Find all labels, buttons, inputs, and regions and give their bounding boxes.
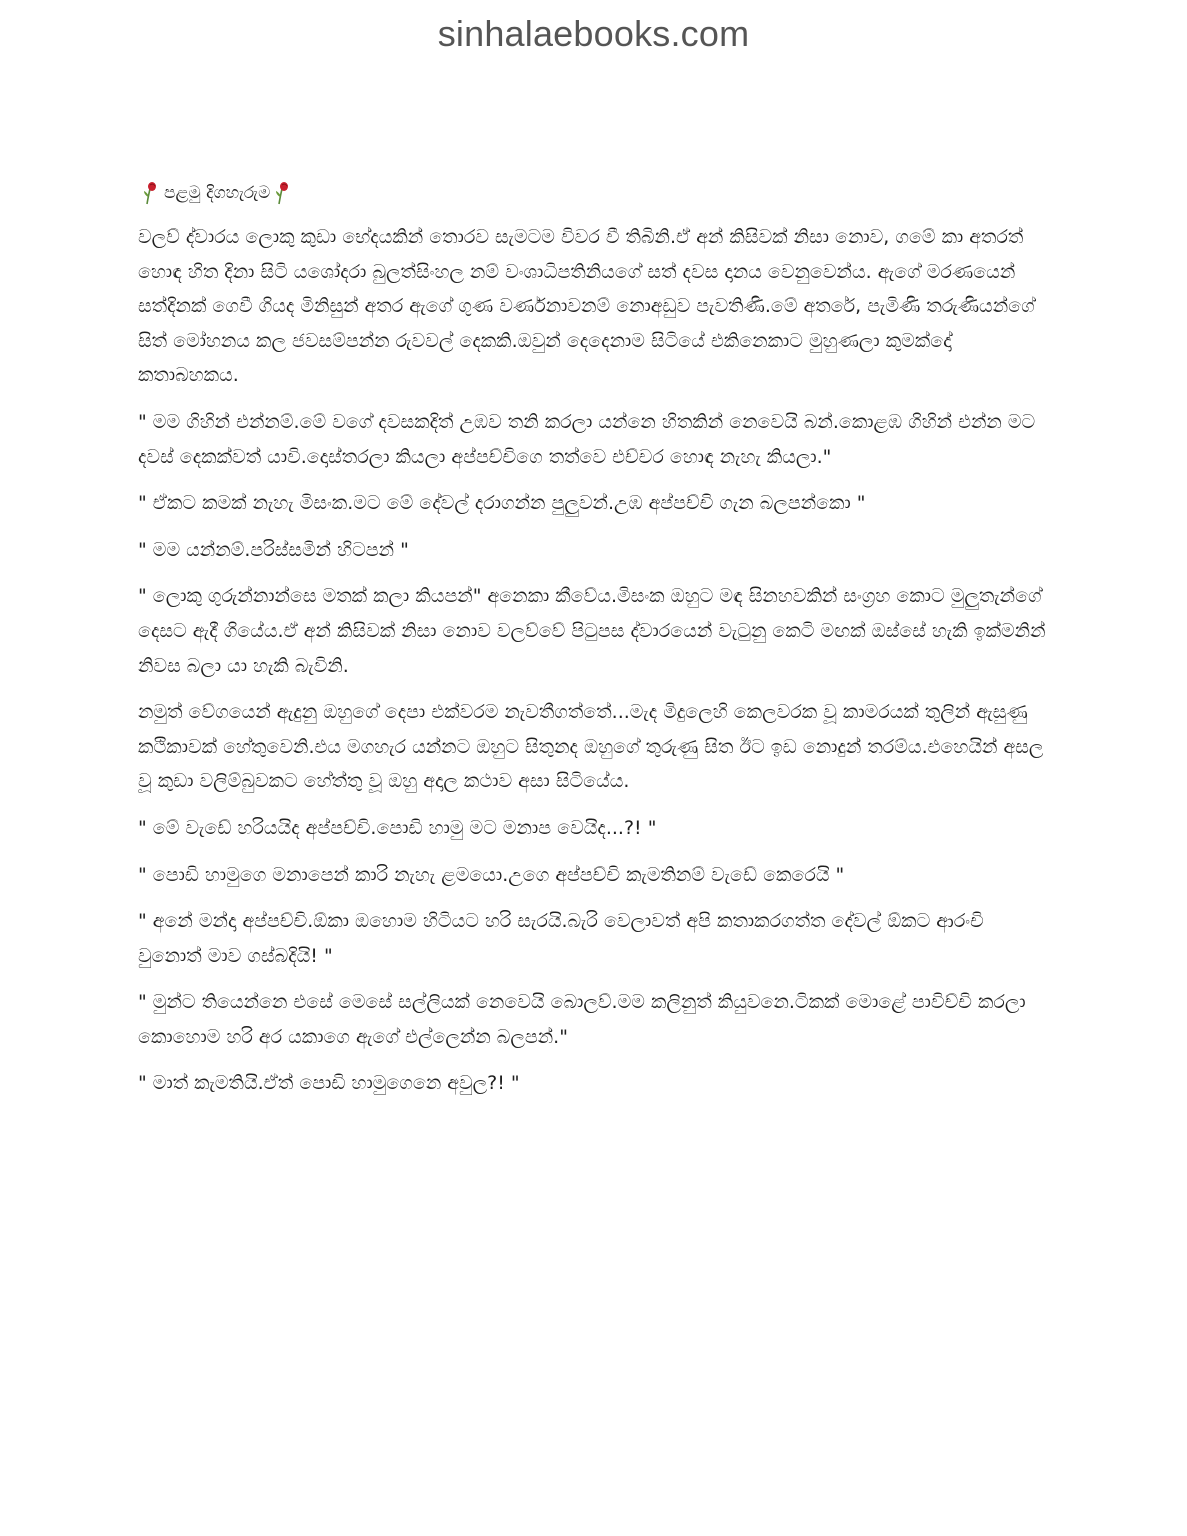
dialogue-paragraph: " පොඩි හාමුගෙ මනාපෙන් කාරි නැහැ ළමයො.උගෙ අප්පච්චි කැමතිනම් වැඩේ කෙරෙයි " [138, 863, 845, 886]
story-paragraph: වලව් ද්වාරය ලොකු කුඩා භේදයකින් තොරව සැමටම විවර වී තිබිනි.ඒ අන් කිසිවක් නිසා නොව, ගමේ කා අතරත් හොඳ හිත දිනා සිටි යශෝදරා බුලත්සිංහල නම් වංශාධිපතිනියගේ සත් දවස දානය වෙනුවෙන්ය. ඇගේ මරණයෙන් සත්දිනක් ගෙවී ගියද මිනිසුන් අතර ඇගේ ගුණ වර්ණනාවනම් නොඅඩුව පැවතිණි.මේ අතරේ, පැමිණි තරුණියන්ගේ සිත් මෝහනය කල ජවසම්පන්න රුවවල් දෙකකි.ඔවුන් දෙදෙනාම සිටියේ එකිනෙකාට මුහුණලා කුමක්දෝ කතාබහකය. [138, 226, 1035, 387]
dialogue-paragraph: " මම යන්නම්.පරිස්සමින් හිටපන් " [138, 538, 409, 561]
dialogue-paragraph: " මුන්ට තියෙන්නෙ එසේ මෙසේ සල්ලියක් නෙවෙයි බොලව්.මම කලිනුත් කියුවනෙ.ටිකක් මොළේ පාවිච්චි කරලා කොහොම හරි අර යකාගෙ ඇගේ එල්ලෙන්න බලපන්." [138, 991, 1026, 1048]
rose-icon [142, 181, 160, 205]
story-paragraph: " ලොකු ගුරුන්නාන්සෙ මතක් කලා කියපන්" අනෙකා කීවේය.මිසංක ඔහුට මඳ සිනහවකින් සංග්‍රහ කොට මුලුතැන්ගේ දෙසට ඇදී ගියේය.ඒ අන් කිසිවක් නිසා නොව වලව්වේ පිටුපස ද්වාරයෙන් වැටුනු කෙටි මඟක් ඔස්සේ හැකි ඉක්මනින් නිවස බලා යා හැකි බැවිනි. [138, 585, 1046, 677]
site-header: sinhalaebooks.com [437, 13, 750, 54]
dialogue-paragraph: " ඒකට කමක් නැහැ මිසංක.මට මේ දේවල් දරාගන්න පුලුවන්.උඹ අප්පච්චි ගැන බලපන්කො " [138, 492, 866, 515]
dialogue-paragraph: " අනේ මන්දා අප්පච්චි.ඕකා ඔහොම හිටියට හරි සැරයි.බැරි වෙලාවත් අපි කතාකරගත්ත දේවල් ඕකට ආරංචි වුනොත් මාව ගස්බදියි! " [138, 910, 984, 967]
dialogue-paragraph: " මාත් කැමතියි.ඒත් පොඩි හාමුගෙනෙ අවුල?! " [138, 1072, 520, 1095]
dialogue-paragraph: " මේ වැඩේ හරියයිද අප්පච්චි.පොඩි හාමු මට මනාප වෙයිද...?! " [138, 816, 657, 839]
story-paragraph: නමුත් වේගයෙන් ඇදුනු ඔහුගේ දෙපා එක්වරම නැවතීගත්තේ...මැද මිදුලෙහි කෙලවරක වූ කාමරයක් තුලින් ඇසුණු කථිකාවක් හේතුවෙනි.එය මගහැර යන්නට ඔහුට සිතුනද ඔහුගේ තුරුණු සිත ඊට ඉඩ නොදුන් තරම්ය.එහෙයින් අසල වූ කුඩා වලිම්බුවකට හේත්තු වූ ඔහු අදාල කථාව අසා සිටියේය. [138, 701, 1044, 793]
chapter-title [138, 178, 1050, 208]
document-body [138, 178, 1050, 1113]
chapter-title-text: පළමු දිගහැරුම [164, 183, 271, 203]
rose-icon [274, 181, 292, 205]
dialogue-paragraph: " මම ගිහින් එන්නම්.මේ වගේ දවසකදිත් උඹව තනි කරලා යන්නෙ හිතකින් නෙවෙයි බන්.කොළඹ ගිහින් එන්න මට දවස් දෙකක්වත් යාවි.දොස්තරලා කියලා අප්පච්චිගෙ තත්වෙ එච්චර හොඳ නැහැ කියලා." [138, 410, 1036, 468]
